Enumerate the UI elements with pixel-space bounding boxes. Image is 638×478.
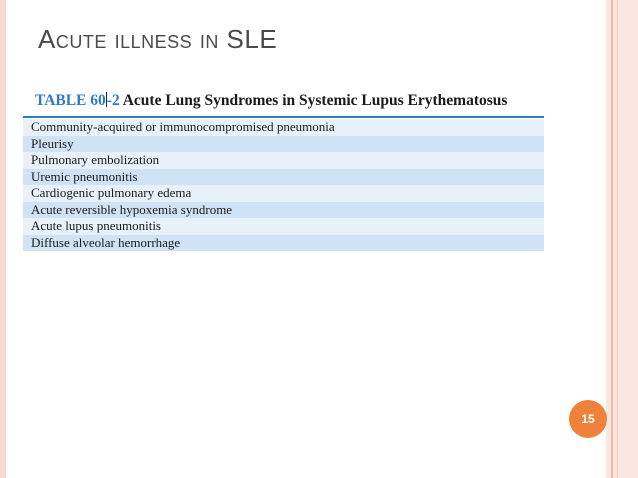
table-caption bbox=[35, 92, 507, 110]
table-row: Pleurisy bbox=[23, 136, 544, 153]
table-row: Diffuse alveolar hemorrhage bbox=[23, 235, 544, 252]
table-row: Acute reversible hypoxemia syndrome bbox=[23, 202, 544, 219]
syndrome-table bbox=[23, 119, 544, 251]
table-caption-text: Acute Lung Syndromes in Systemic Lupus Erythematosus bbox=[122, 92, 508, 109]
slide-title: Acute illness in SLE bbox=[38, 24, 278, 54]
table-number bbox=[35, 92, 120, 109]
left-border-decoration bbox=[0, 0, 6, 478]
right-border-line bbox=[611, 0, 613, 478]
table-row: Pulmonary embolization bbox=[23, 152, 544, 169]
table-row: Uremic pneumonitis bbox=[23, 169, 544, 186]
right-border-line-thin bbox=[617, 0, 618, 478]
page-number-badge: 15 bbox=[569, 400, 607, 438]
table-number-part2: -2 bbox=[106, 92, 120, 109]
table-row: Cardiogenic pulmonary edema bbox=[23, 185, 544, 202]
table-number-part1: TABLE 60 bbox=[35, 92, 106, 109]
table-row: Acute lupus pneumonitis bbox=[23, 218, 544, 235]
table-header-rule bbox=[23, 116, 544, 118]
table-row: Community-acquired or immunocompromised pneumonia bbox=[23, 119, 544, 136]
